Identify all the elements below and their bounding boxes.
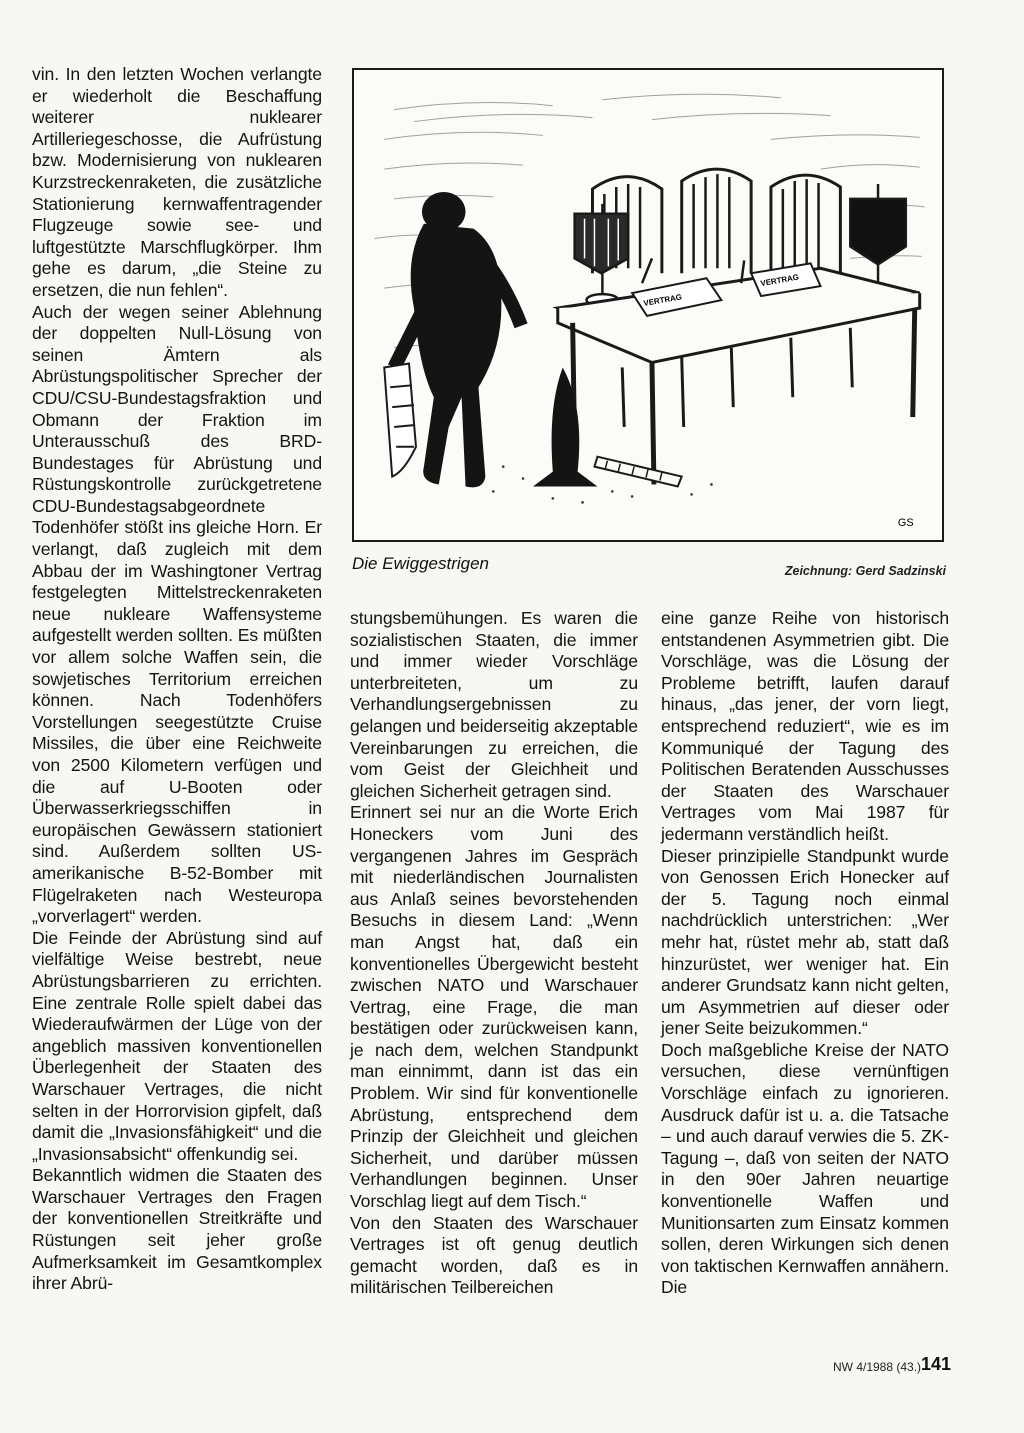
text-column-1 (32, 64, 322, 1295)
cartoon-illustration (352, 68, 944, 542)
illustration-caption: Die Ewiggestrigen (352, 554, 490, 573)
paragraph: Dieser prinzipielle Standpunkt wurde von Genossen Erich Honecker auf der 5. Tagung noch einmal nachdrücklich unterstrichen: „Wer mehr hat, rüstet mehr ab, statt daß hinzurüstet, wer weniger hat. Ein anderer Grundsatz kann nicht gelten, um Asymmetrien auf dieser oder jener Seite beizukommen.“ (661, 845, 949, 1039)
page-number: 141 (921, 1354, 952, 1374)
paragraph: stungsbemühungen. Es waren die sozialistischen Staaten, die immer und immer wieder Vorschläge unterbreiteten, um zu Verhandlungsergebnissen zu gelangen und beiderseitig akzeptable Vereinbarungen zu erreichen, die vom Geist der Gleichheit und gleichen Sicherheit getragen sind. (350, 608, 638, 801)
paragraph: eine ganze Reihe von historisch entstandenen Asymmetrien gibt. Die Vorschläge, was die Lösung der Probleme betrifft, laufen darauf hinaus, „das jener, der vorn liegt, entsprechend reduziert“, wie es im Kommuniqué der Tagung des Politischen Beratenden Ausschusses der Staaten des Warschauer Vertrages vom Mai 1987 für jedermann verständlich heißt. (661, 608, 949, 844)
paragraph: Auch der wegen seiner Ablehnung der doppelten Null-Lösung von seinen Ämtern als Abrüstungspolitischer Sprecher der CDU/CSU-Bundestagsfraktion und Obmann der Fraktion im Unterausschuß des BRD-Bundestages für Abrüstung und Rüstungskontrolle zurückgetretene CDU-Bundestagsabgeordnete Todenhöfer stößt ins gleiche Horn. Er verlangt, daß zugleich mit dem Abbau der im Washingtoner Vertrag festgelegten Mittelstreckenraketen neue nukleare Waffensysteme aufgestellt werden sollten. Es müßten vor allem solche Waffen sein, die sowjetisches Territorium erreichen können. Nach Todenhöfers Vorstellungen seegestützte Cruise Missiles, die über eine Reichweite von 2500 Kilometern verfügen und die auf U-Booten oder Überwasserkriegsschiffen in europäischen Gewässern stationiert sind. Außerdem sollten US-amerikanische B-52-Bomber mit Flügelraketen nach Westeuropa „vorverlagert“ werden. (32, 301, 322, 927)
paragraph: Doch maßgebliche Kreise der NATO versuchen, diese vernünftigen Vorschläge einfach zu ignorieren. Ausdruck dafür ist u. a. die Tatsache – und auch darauf verwies die 5. ZK-Tagung –, daß von seiten der NATO in den 90er Jahren neuartige konventionelle Waffen und Munitionsarten zum Einsatz kommen sollen, deren Wirkungen sich denen von taktischen Kernwaffen annähern. Die (661, 1039, 949, 1298)
paragraph: vin. In den letzten Wochen verlangte er wiederholt die Beschaffung weiterer nuklearer Artilleriegeschosse, die Aufrüstung bzw. Modernisierung von nuklearen Kurzstreckenraketen, die zusätzliche Stationierung kernwaffentragender Flugzeuge sowie see- und luftgestützte Marschflugkörper. Ihm gehe es darum, „die Steine zu ersetzen, die nun fehlen“. (32, 64, 322, 300)
issue-reference: NW 4/1988 (43.) (833, 1360, 922, 1374)
paragraph: Bekanntlich widmen die Staaten des Warschauer Vertrages den Fragen der konventionellen Streitkräfte und Rüstungen seit jeher große Aufmerksamkeit im Gesamtkomplex ihrer Abrü- (32, 1165, 322, 1294)
paragraph: Die Feinde der Abrüstung sind auf vielfältige Weise bestrebt, neue Abrüstungsbarrieren zu errichten. Eine zentrale Rolle spielt dabei das Wiederaufwärmen der Lüge von der angeblich massiven konventionellen Überlegenheit der Staaten des Warschauer Vertrages, die nicht selten in der Horrorvision gipfelt, daß damit die „Invasionsfähigkeit“ und die „Invasionsabsicht“ offenkundig sei. (32, 927, 322, 1164)
document-label: VERTRAG (642, 292, 683, 308)
document-label: VERTRAG (759, 272, 800, 289)
illustration-credit: Zeichnung: Gerd Sadzinski (784, 564, 946, 578)
paragraph: Erinnert sei nur an die Worte Erich Honeckers vom Juni des vergangenen Jahres im Gespräch mit niederländischen Journalisten aus Anlaß seines bevorstehenden Besuchs in diesem Land: „Wenn man Angst hat, daß ein konventionelles Übergewicht besteht zwischen NATO und Warschauer Vertrag, eine Frage, die man bestätigen oder zurückweisen kann, je nach dem, welchen Standpunkt man einnimmt, dann ist das ein Problem. Wir sind für konventionelle Abrüstung, entsprechend dem Prinzip der Gleichheit und gleichen Sicherheit, und darüber müssen Verhandlungen beginnen. Unser Vorschlag liegt auf dem Tisch.“ (350, 802, 638, 1212)
text-column-2 (350, 608, 638, 1299)
paragraph: Von den Staaten des Warschauer Vertrages ist oft genug deutlich gemacht worden, daß es in militärischen Teilbereichen (350, 1212, 638, 1298)
artist-signature: GS (897, 517, 914, 530)
text-column-3 (661, 608, 949, 1299)
